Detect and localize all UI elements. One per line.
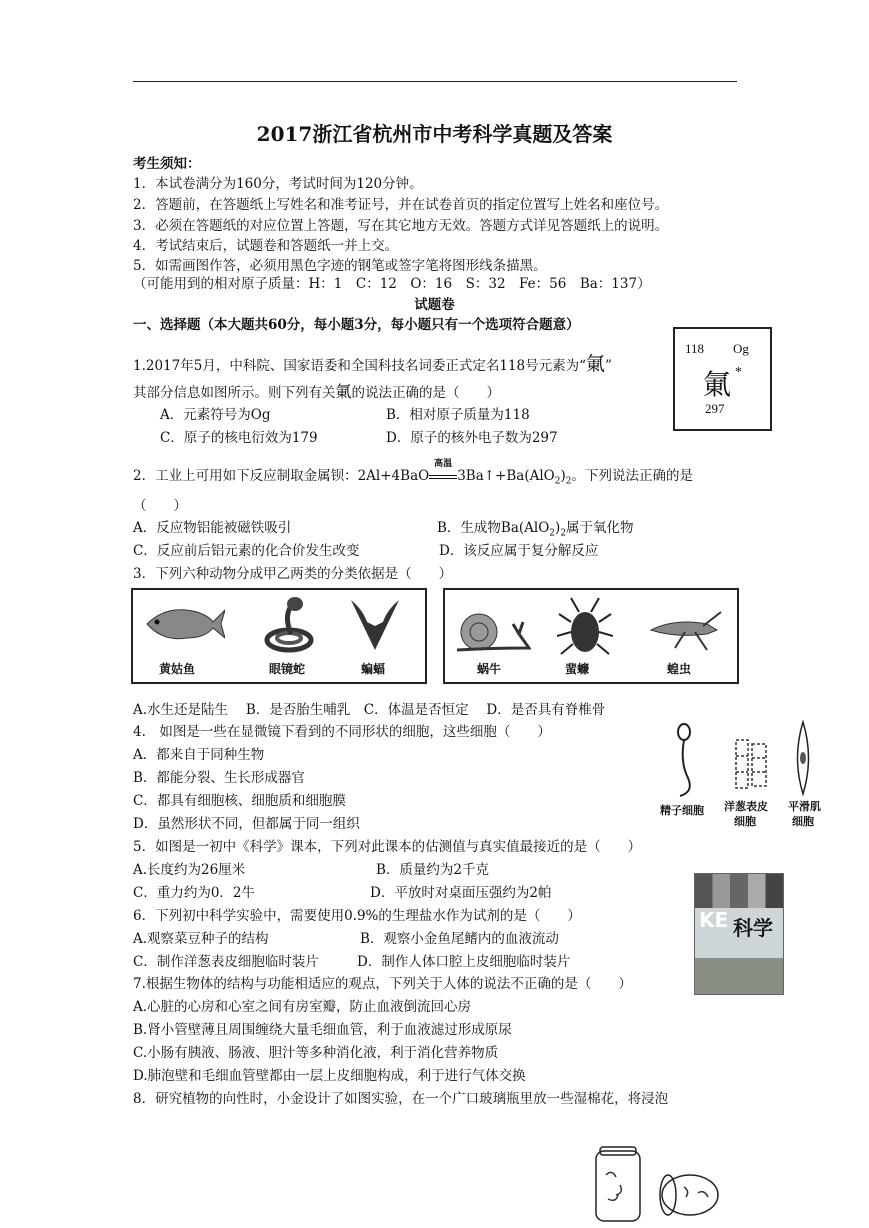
notice-item: 1．本试卷满分为160分，考试时间为120分钟。 (133, 176, 423, 192)
q4-stem: 4. 如图是一些在显微镜下看到的不同形状的细胞，这些细胞（ ） (133, 724, 551, 740)
q1-stem: 1.2017年5月，中科院、国家语委和全国科技名词委正式定名118号元素为“氭” (133, 353, 612, 375)
reaction-arrow: 高温 (429, 468, 457, 484)
animal-label: 眼镜蛇 (269, 662, 306, 676)
q5-option-c: C．重力约为0．2牛 (133, 885, 256, 901)
q6-option-a: A.观察菜豆种子的结构 (133, 931, 269, 947)
animal-label: 蜗牛 (477, 662, 502, 676)
notice-heading: 考生须知： (133, 156, 201, 172)
q1-glyph: 氭 (586, 353, 606, 375)
q7-option-c: C.小肠有胰液、肠液、胆汁等多种消化液，利于消化营养物质 (133, 1045, 499, 1061)
element-symbol: Og (733, 341, 749, 356)
q5-option-a: A.长度约为26厘米 (133, 862, 246, 878)
muscle-cell-image (790, 720, 816, 796)
book-title: 科学 (733, 916, 773, 940)
q6-option-c: C．制作洋葱表皮细胞临时装片 (133, 954, 319, 970)
notice-item: 2．答题前，在答题纸上写姓名和准考证号，并在试卷首页的指定位置写上姓名和座位号。 (133, 197, 669, 213)
textbook-cover-image: KE 科学 (694, 873, 784, 995)
q4-option-b: B．都能分裂、生长形成器官 (133, 770, 305, 786)
q2-option-c: C．反应前后铝元素的化合价发生改变 (133, 543, 360, 559)
atomic-mass-note: （可能用到的相对原子质量：H：1 C：12 O：16 S：32 Fe：56 Ba：137） (133, 276, 651, 292)
q2-option-b: B．生成物$Ba(AlO_2)_2$属于氧化物 (437, 520, 634, 539)
q2-option-a: A．反应物铝能被磁铁吸引 (133, 520, 292, 536)
notice-item: 5．如需画图作答，必须用黑色字迹的钢笔或签字笔将图形线条描黑。 (133, 258, 547, 274)
cell-caption: 平滑肌 (788, 800, 821, 813)
q1-option-a: A．元素符号为Og (160, 407, 271, 423)
q5-option-d: D．平放时对桌面压强约为2帕 (370, 885, 552, 901)
q4-option-d: D．虽然形状不同，但都属于同一组织 (133, 816, 360, 832)
q3-stem: 3．下列六种动物分成甲乙两类的分类依据是（ ） (133, 566, 453, 582)
animal-label: 蜚蠊 (565, 662, 590, 676)
q6-option-b: B．观察小金鱼尾鳍内的血液流动 (360, 931, 559, 947)
q1-option-d: D．原子的核外电子数为297 (386, 430, 558, 446)
q2-option-d: D．该反应属于复分解反应 (439, 543, 599, 559)
cell-caption: 洋葱表皮 (724, 800, 768, 813)
paper-label: 试题卷 (414, 297, 455, 313)
q7-stem: 7.根据生物体的结构与功能相适应的观点，下列关于人体的说法不正确的是（ ） (133, 976, 632, 992)
q5-option-b: B．质量约为2千克 (376, 862, 490, 878)
q1-stem-text: 1.2017年5月，中科院、国家语委和全国科技名词委正式定名118号元素为“ (133, 358, 586, 374)
cockroach-image (557, 596, 613, 656)
onion-cell-image (732, 736, 772, 792)
q8-stem: 8．研究植物的向性时，小金设计了如图实验，在一个广口玻璃瓶里放一些湿棉花，将浸泡 (133, 1091, 669, 1107)
page-title: 2017浙江省杭州市中考科学真题及答案 (256, 122, 613, 146)
cell-caption: 精子细胞 (660, 804, 704, 817)
sperm-cell-image (668, 722, 704, 798)
q4-option-a: A．都来自于同种生物 (133, 747, 265, 763)
animal-group-2 (443, 588, 739, 684)
element-name: 氭 (703, 370, 732, 401)
q2-paren: （ ） (133, 498, 187, 514)
element-number: 118 (685, 341, 705, 356)
snake-image (261, 594, 317, 654)
cell-caption: 细胞 (792, 815, 814, 828)
q1-stem-2: 其部分信息如图所示。则下列有关氭的说法正确的是（ ） (133, 382, 501, 401)
animal-group-1 (131, 588, 427, 684)
animal-label: 蝙蝠 (361, 662, 386, 676)
q7-option-a: A.心脏的心房和心室之间有房室瓣，防止血液倒流回心房 (133, 999, 472, 1015)
bat-image (347, 596, 403, 654)
notice-item: 3．必须在答题纸的对应位置上答题，写在其它地方无效。答题方式详见答题纸上的说明。 (133, 218, 669, 234)
locust-image (645, 608, 725, 652)
q1-option-b: B．相对原子质量为118 (386, 407, 530, 423)
element-mass: 297 (705, 401, 725, 416)
animal-label: 黄姑鱼 (159, 662, 196, 676)
q7-option-b: B.肾小管壁薄且周围缠绕大量毛细血管，利于血液滤过形成原尿 (133, 1022, 512, 1038)
snail-image (453, 608, 531, 654)
fish-image (139, 598, 225, 650)
header-rule (133, 81, 737, 82)
q2-stem: 2．工业上可用如下反应制取金属钡：2Al+4BaO 高温 $3Ba↑+Ba(AlO_2)_2$。下列说法正确的是 (133, 459, 693, 487)
q4-option-c: C．都具有细胞核、细胞质和细胞膜 (133, 793, 346, 809)
q6-stem: 6．下列初中科学实验中，需要使用0.9%的生理盐水作为试剂的是（ ） (133, 908, 581, 924)
section-heading: 一、选择题（本大题共60分，每小题3分，每小题只有一个选项符合题意） (133, 317, 580, 333)
q5-stem: 5．如图是一初中《科学》课本，下列对此课本的估测值与真实值最接近的是（ ） (133, 839, 642, 855)
cell-caption: 细胞 (734, 815, 756, 828)
q3-options: A.水生还是陆生 B．是否胎生哺乳 C．体温是否恒定 D．是否具有脊椎骨 (133, 702, 606, 718)
jar-experiment-image (592, 1145, 722, 1225)
q1-option-c: C．原子的核电衍效为179 (160, 430, 318, 446)
q6-option-d: D．制作人体口腔上皮细胞临时装片 (357, 954, 571, 970)
notice-item: 4．考试结束后，试题卷和答题纸一并上交。 (133, 238, 399, 254)
q7-option-d: D.肺泡壁和毛细血管壁都由一层上皮细胞构成，利于进行气体交换 (133, 1068, 526, 1084)
element-card (673, 327, 772, 431)
animal-label: 蝗虫 (667, 662, 692, 676)
element-star: * (735, 365, 742, 380)
